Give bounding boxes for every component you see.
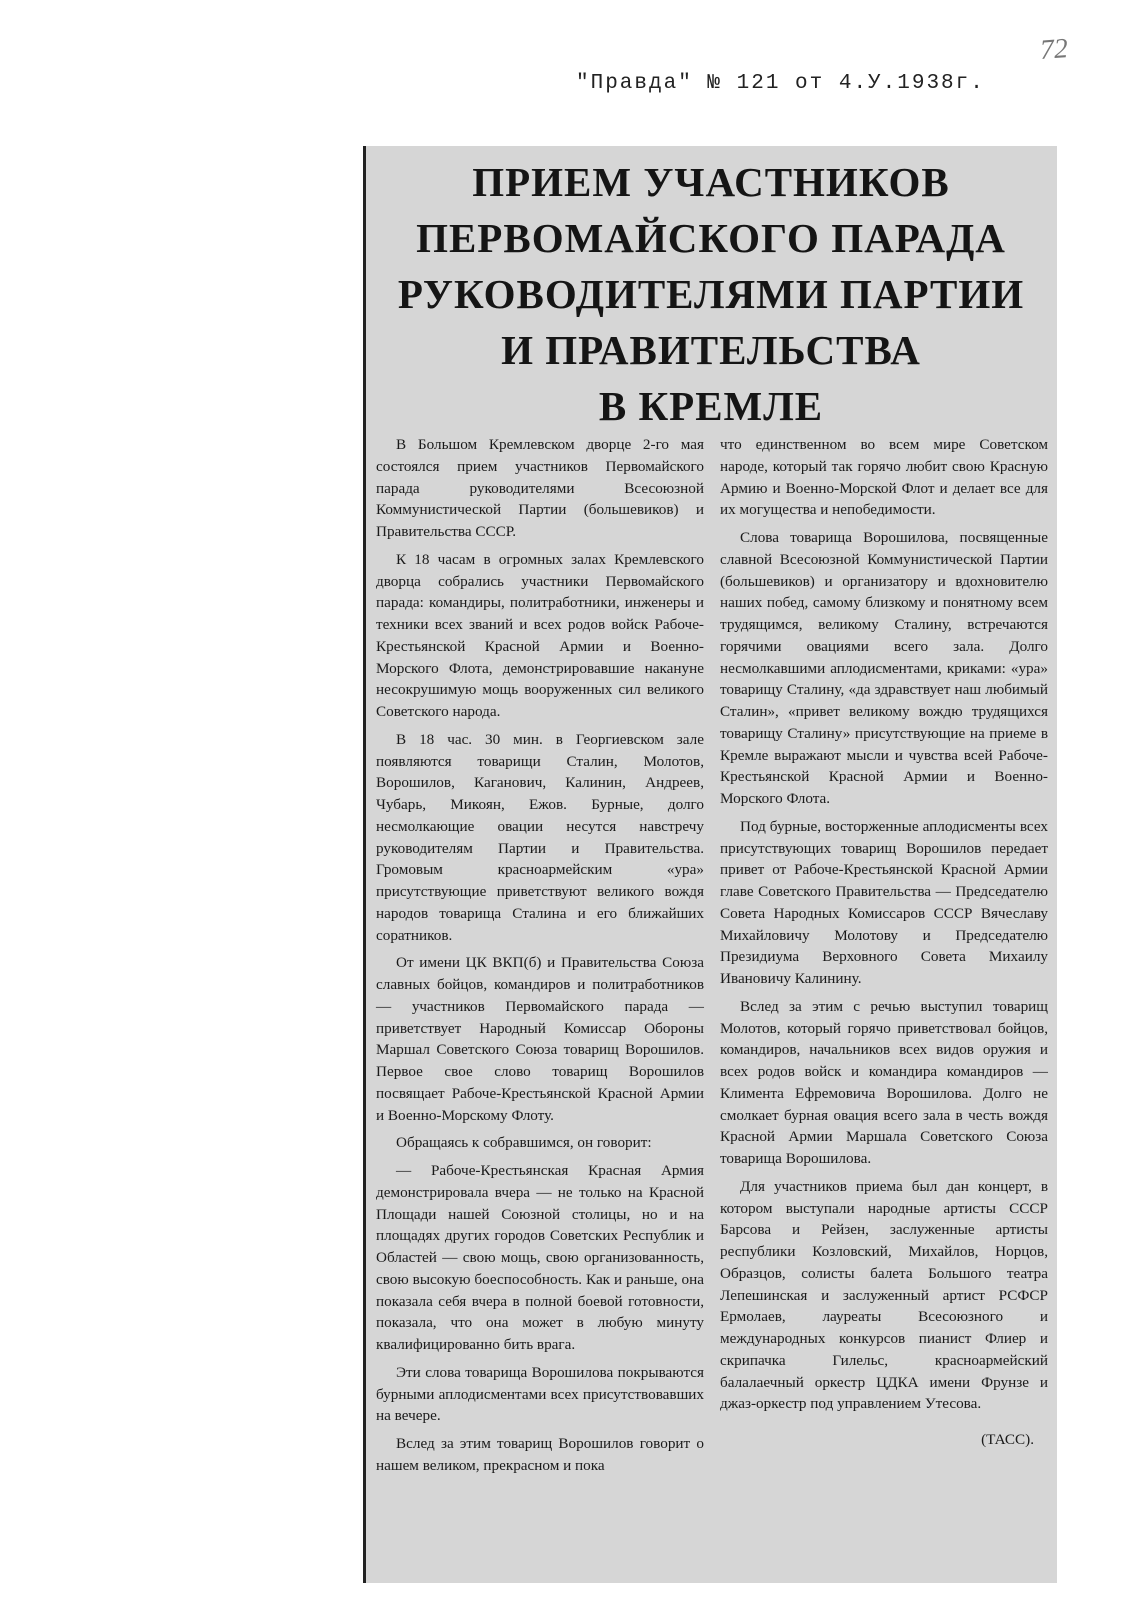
article-column-left — [376, 434, 704, 1483]
paragraph: В Большом Кремлевском дворце 2-го мая состоялся прием участников Первомайского парада руководителями Всесоюзной Коммунистической Партии (большевиков) и Правительства СССР. — [376, 436, 704, 540]
paragraph: Под бурные, восторженные аплодисменты всех присутствующих товарищ Ворошилов передает привет от Рабоче-Крестьянской Красной Армии главе Советского Правительства — Председателю Совета Народных Комиссаров СССР Вячеславу Михайловичу Молотову и Председателю Президиума Верховного Совета Михаилу Ивановичу Калинину. — [720, 817, 1048, 987]
newspaper-clipping — [363, 146, 1057, 1583]
headline-line: В КРЕМЛЕ — [598, 383, 824, 429]
paragraph: что единственном во всем мире Советском народе, который так горячо любит свою Красную Армию и Военно-Морской Флот и делает все для их могущества и непобедимости. — [720, 436, 1048, 519]
paragraph: Слова товарища Ворошилова, посвященные славной Всесоюзной Коммунистической Партии (большевиков) и организатору и вдохновителю наших побед, самому близкому и понятному всем трудящимся, великому Сталину, встречаются горячими овациями всего зала. Долго несмолкавшими аплодисментами, криками: «ура» товарищу Сталину, «да здравствует наш любимый Сталин», «привет великому вождю трудящихся товарищу Сталину» присутствующие на приеме в Кремле выражают мысли и чувства всей Рабоче-Крестьянской Красной Армии и Военно-Морского Флота. — [720, 529, 1048, 807]
article-column-right — [720, 434, 1048, 1483]
typed-source-caption: "Правда" № 121 от 4.У.1938г. — [576, 72, 985, 95]
paragraph: Вслед за этим с речью выступил товарищ Молотов, который горячо приветствовал бойцов, командиров, начальников всех видов оружия и всех родов войск и командира командиров — Климента Ефремовича Ворошилова. Долго не смолкает бурная овация всего зала в честь вождя Красной Армии Маршала Советского Союза товарища Ворошилова. — [720, 997, 1048, 1167]
headline-line: И ПРАВИТЕЛЬСТВА — [501, 327, 921, 373]
headline-line: РУКОВОДИТЕЛЯМИ ПАРТИИ — [397, 271, 1025, 317]
article-headline — [366, 154, 1056, 434]
paragraph: Эти слова товарища Ворошилова покрываются бурными аплодисментами всех присутствовавших на вечере. — [376, 1363, 704, 1425]
headline-line: ПРИЕМ УЧАСТНИКОВ — [472, 159, 950, 205]
paragraph: Вслед за этим товарищ Ворошилов говорит о нашем великом, прекрасном и пока — [376, 1435, 704, 1474]
paragraph: Для участников приема был дан концерт, в котором выступали народные артисты СССР Барсова и Рейзен, заслуженные артисты республики Козловский, Михайлов, Норцов, Образцов, солисты балета Большого театра Лепешинская и заслуженный артист РСФСР Ермолаев, лауреаты Всесоюзного и международных конкурсов пианист Флиер и скрипачка Гилельс, красноармейский балалаечный оркестр ЦДКА имени Фрунзе и джаз-оркестр под управлением Утесова. — [720, 1177, 1048, 1413]
headline-line: ПЕРВОМАЙСКОГО ПАРАДА — [416, 215, 1006, 261]
article-body — [376, 434, 1048, 1483]
paragraph: В 18 час. 30 мин. в Георгиевском зале появляются товарищи Сталин, Молотов, Ворошилов, Каганович, Калинин, Андреев, Чубарь, Микоян, Ежов. Бурные, долго несмолкающие овации несутся навстречу руководителям Партии и Правительства. Громовым красноармейским «ура» присутствующие приветствуют великого вождя народов товарища Сталина и его ближайших соратников. — [376, 730, 704, 944]
paragraph: К 18 часам в огромных залах Кремлевского дворца собрались участники Первомайского парада: командиры, политработники, инженеры и техники всех званий и всех родов войск Рабоче-Крестьянской Красной Армии и Военно-Морского Флота, демонстрировавшие накануне несокрушимую мощь вооруженных сил великого Советского народа. — [376, 550, 704, 720]
article-signature: (ТАСС). — [981, 1431, 1034, 1448]
paragraph: Обращаясь к собравшимся, он говорит: — [396, 1134, 652, 1152]
archive-page-number: 72 — [1038, 33, 1070, 66]
paragraph: От имени ЦК ВКП(б) и Правительства Союза славных бойцов, командиров и политработников — участников Первомайского парада — приветствует Народный Комиссар Обороны Маршал Советского Союза товарищ Ворошилов. Первое свое слово товарищ Ворошилов посвящает Рабоче-Крестьянской Красной Армии и Военно-Морскому Флоту. — [376, 954, 704, 1124]
paragraph: — Рабоче-Крестьянская Красная Армия демонстрировала вчера — не только на Красной Площади нашей Союзной столицы, но и на площадях других городов Советских Республик и Областей — свою мощь, свою организованность, свою высокую боеспособность. Как и раньше, она показала себя вчера в полной боевой готовности, показала, что она может в любую минуту квалифицированно бить врага. — [376, 1162, 704, 1353]
